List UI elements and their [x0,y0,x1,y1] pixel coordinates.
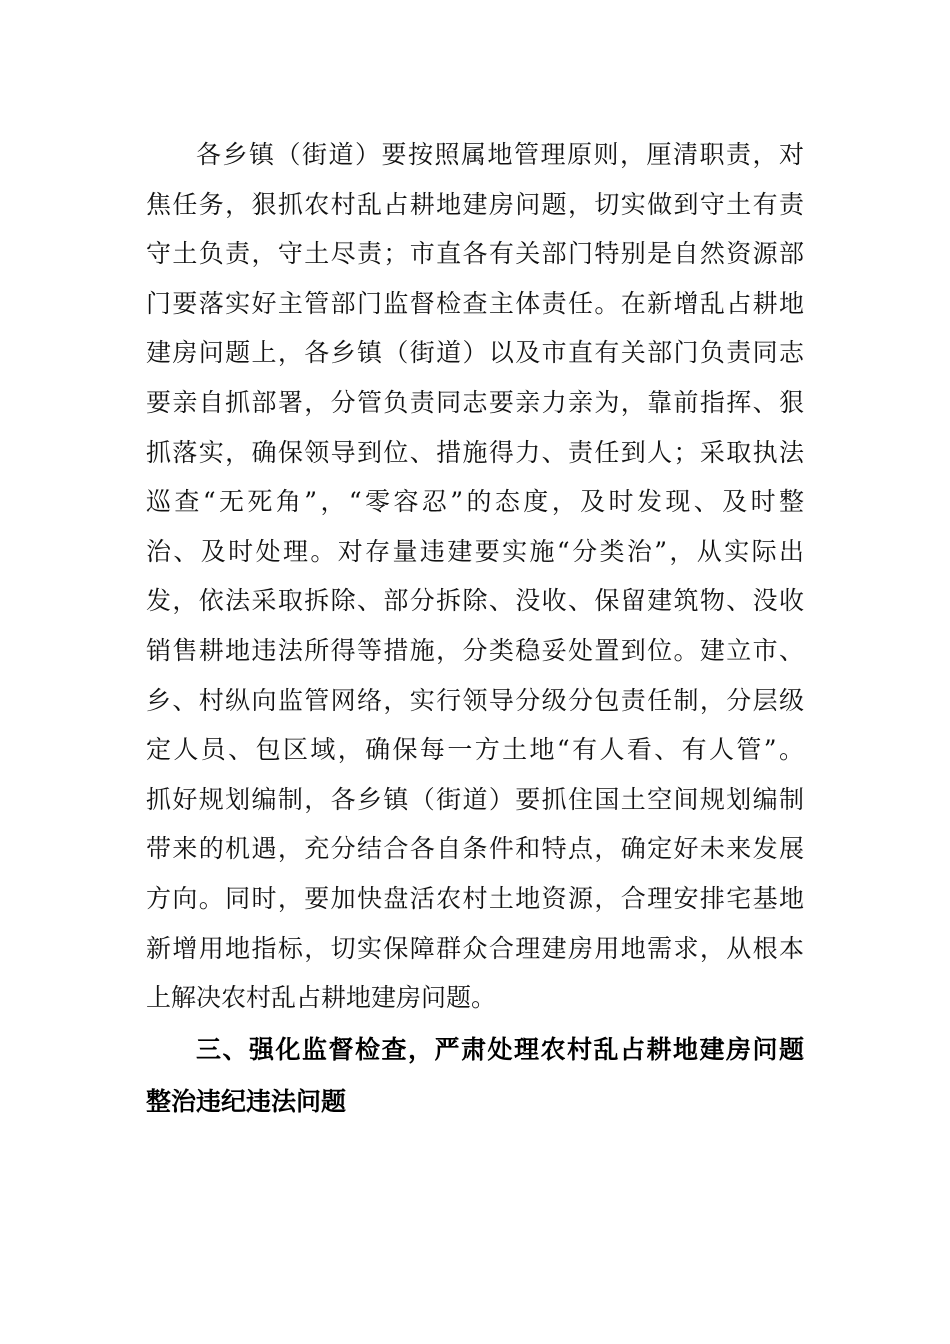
paragraph-line: 方向。同时，要加快盘活农村土地资源，合理安排宅基地 [146,883,804,913]
paragraph-line: 上解决农村乱占耕地建房问题。 [146,983,497,1013]
paragraph-line: 焦任务，狠抓农村乱占耕地建房问题，切实做到守土有责 [146,189,804,219]
paragraph-line: 发，依法采取拆除、部分拆除、没收、保留建筑物、没收 [146,586,804,616]
section-heading-line: 三、强化监督检查，严肃处理农村乱占耕地建房问题 [196,1035,804,1064]
paragraph-line: 门要落实好主管部门监督检查主体责任。在新增乱占耕地 [146,288,804,318]
paragraph-line: 建房问题上，各乡镇（街道）以及市直有关部门负责同志 [146,338,804,368]
paragraph-line: 带来的机遇，充分结合各自条件和特点，确定好未来发展 [146,834,804,864]
paragraph-line: 销售耕地违法所得等措施，分类稳妥处置到位。建立市、 [146,635,804,665]
section-heading-line: 整治违纪违法问题 [146,1087,347,1116]
body-paragraph [146,130,804,1023]
paragraph-line: 巡查“无死角”，“零容忍”的态度，及时发现、及时整 [146,487,804,517]
paragraph-line: 抓落实，确保领导到位、措施得力、责任到人；采取执法 [146,437,804,467]
paragraph-line: 新增用地指标，切实保障群众合理建房用地需求，从根本 [146,933,804,963]
paragraph-line: 乡、村纵向监管网络，实行领导分级分包责任制，分层级 [146,685,804,715]
paragraph-line: 要亲自抓部署，分管负责同志要亲力亲为，靠前指挥、狠 [146,387,804,417]
paragraph-line: 治、及时处理。对存量违建要实施“分类治”，从实际出 [146,536,804,566]
paragraph-line: 各乡镇（街道）要按照属地管理原则，厘清职责，对 [196,140,804,169]
paragraph-line: 抓好规划编制，各乡镇（街道）要抓住国土空间规划编制 [146,784,804,814]
paragraph-line: 守土负责，守土尽责；市直各有关部门特别是自然资源部 [146,239,804,269]
paragraph-line: 定人员、包区域，确保每一方土地“有人看、有人管”。 [146,735,804,765]
section-heading [146,1024,804,1128]
